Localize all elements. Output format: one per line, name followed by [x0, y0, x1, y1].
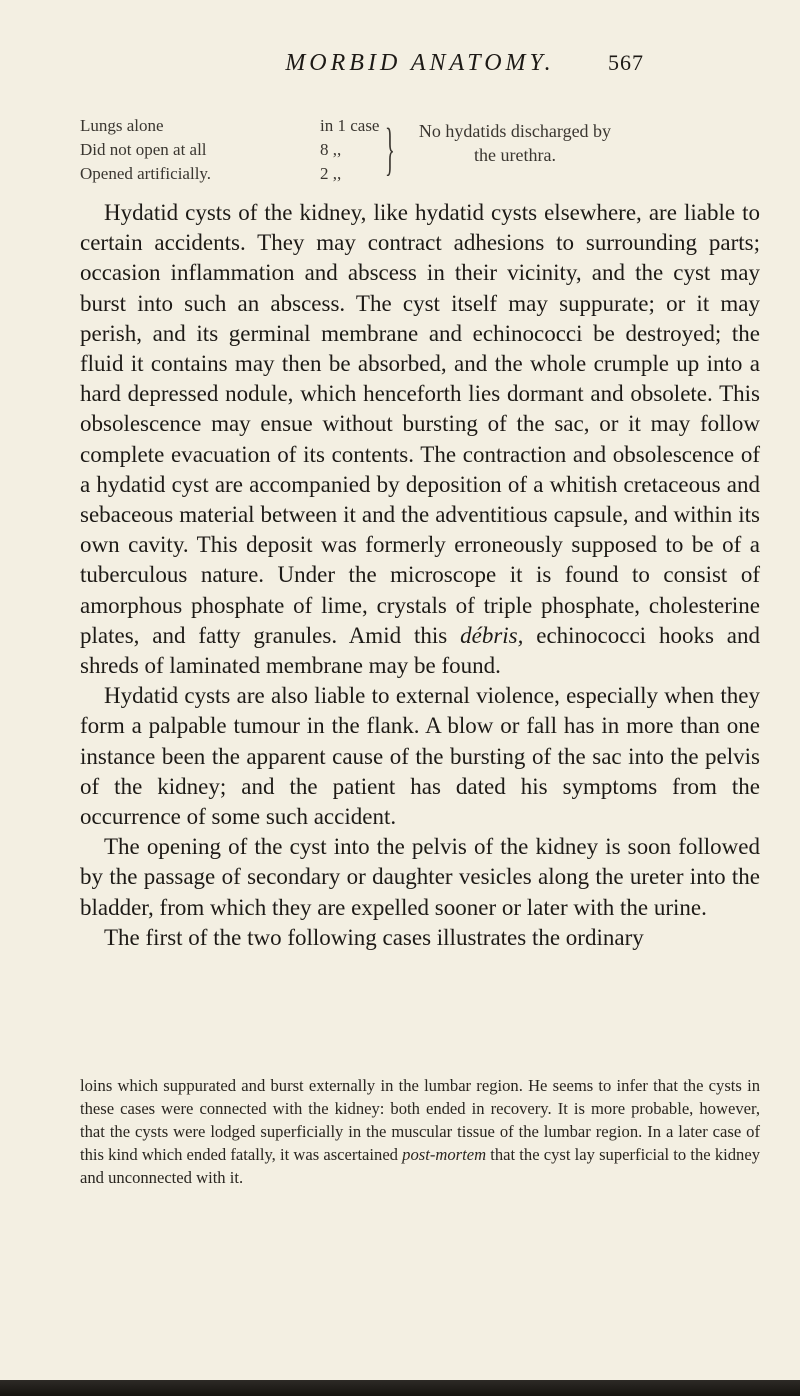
- italic-term: débris,: [460, 622, 524, 648]
- stat-count: 8 ,,: [320, 140, 342, 159]
- paragraph-cases: The first of the two following cases illustrates the ordinary: [104, 924, 644, 950]
- italic-term: post-mortem: [402, 1145, 487, 1164]
- footnote: [80, 1074, 760, 1189]
- stat-label: Did not open at all: [80, 140, 207, 159]
- paragraph-accidents: [80, 198, 760, 681]
- running-head: MORBID ANATOMY.: [285, 50, 555, 76]
- brace-glyph: }: [385, 116, 395, 181]
- paragraph-opening: The opening of the cyst into the pelvis of the kidney is soon followed by the passage of secondary or daughter vesicles along the ureter into the bladder, from which they are expelled sooner or later with the urine.: [80, 834, 760, 920]
- stat-row-artificial: [80, 163, 380, 185]
- stat-row-lungs: [80, 115, 380, 137]
- paragraph-violence: Hydatid cysts are also liable to external violence, especially when they form a palpable tumour in the flank. A blow or fall has in more than one instance been the apparent cause of the bursting of the sac into the pelvis of the kidney; and the patient has dated his symptoms from the occurrence of some such accident.: [80, 683, 760, 830]
- stat-count: 2 ,,: [320, 164, 342, 183]
- paragraph-text: echinococci hooks and shreds of laminated membrane may be found.: [80, 622, 761, 679]
- page-edge-shadow: [0, 1380, 800, 1396]
- main-text: [80, 198, 760, 953]
- footnote-text: loins which suppurated and burst externally in the lumbar region. He seems to infer that the cysts in these cases were connected with the kidney: both ended in recovery. It is more probable, however, that the cysts were lodged superficially in the muscular tissue of the lumbar region. In a later case of this kind which ended fatally, it was ascertained: [80, 1076, 760, 1164]
- case-statistics: [80, 115, 760, 187]
- page-number: 567: [608, 50, 644, 75]
- stat-count: in 1 case: [320, 116, 380, 135]
- stat-label: Opened artificially.: [80, 164, 212, 183]
- stat-row-not-open: [80, 139, 380, 161]
- footnote-text: that the cyst lay superficial to the kidney and unconnected with it.: [80, 1145, 760, 1187]
- stat-note: No hydatids discharged by the urethra.: [418, 121, 612, 165]
- paragraph-text: Hydatid cysts of the kidney, like hydatid cysts elsewhere, are liable to certain accidents. They may contract adhesions to surrounding parts; occasion inflammation and abscess in their vicinity, and the cyst may burst into such an abscess. The cyst itself may suppurate; or it may perish, and its germinal membrane and echinococci be destroyed; the fluid it contains may then be absorbed, and the whole crumple up into a hard depressed nodule, which henceforth lies dormant and obsolete. This obsolescence may ensue without bursting of the sac, or it may follow complete evacuation of its contents. The contraction and obsolescence of a hydatid cyst are accompanied by deposition of a whitish cretaceous and sebaceous material between it and the adventitious capsule, and within its own cavity. This deposit was formerly erroneously supposed to be of a tuberculous nature. Under the microscope it is found to consist of amorphous phosphate of lime, crystals of triple phosphate, cholesterine plates, and fatty granules. Amid this: [80, 200, 760, 648]
- stat-label: Lungs alone: [80, 116, 164, 135]
